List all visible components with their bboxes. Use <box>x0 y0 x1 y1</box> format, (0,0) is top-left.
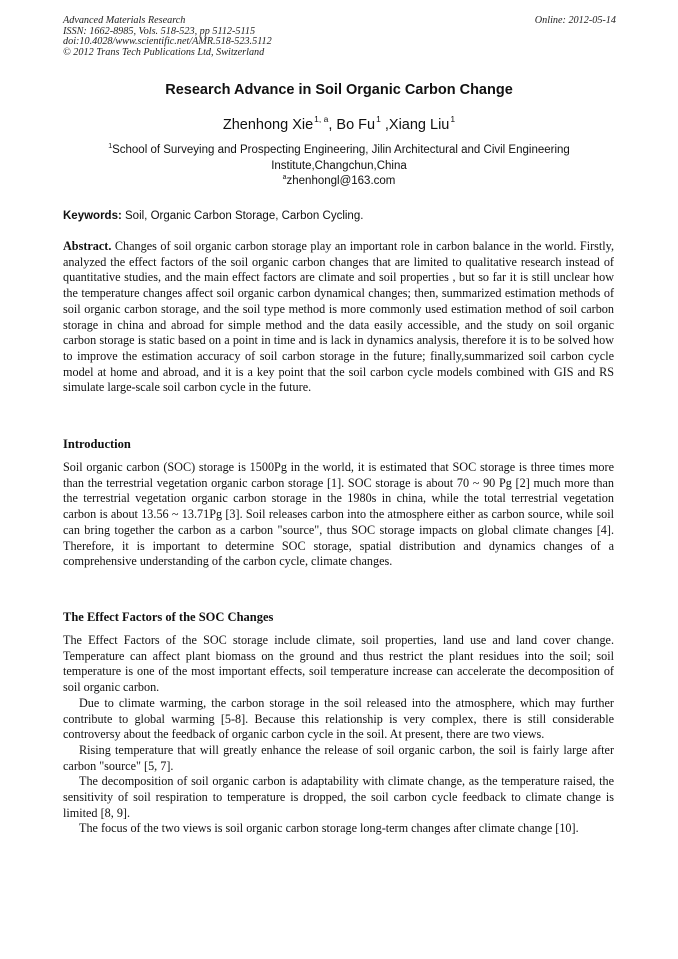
author-superscript: 1 <box>450 114 456 124</box>
author-superscript: 1, a <box>314 114 329 124</box>
email-superscript: a <box>282 174 287 181</box>
introduction-section <box>63 460 614 570</box>
affiliation-superscript: 1 <box>108 143 113 150</box>
author-superscript: 1 <box>376 114 381 124</box>
abstract-paragraph <box>63 239 614 396</box>
effect-paragraph: The focus of the two views is soil organic carbon storage long-term changes after climate change [10]. <box>79 821 579 836</box>
author-name: Zhenhong Xie <box>222 117 314 133</box>
doi-line: doi:10.4028/www.scientific.net/AMR.518-523.5112 <box>63 36 272 48</box>
abstract-label: Abstract. <box>63 239 112 253</box>
journal-name: Advanced Materials Research <box>63 15 186 26</box>
email-address: zhenhongl@163.com <box>286 175 396 187</box>
abstract-section <box>63 239 614 396</box>
effect-paragraph: The Effect Factors of the SOC storage include climate, soil properties, land use and land cover change. Temperature can affect plant biomass on the ground and thus restrict the plant residues into the soil; soil temperature is one of the most important effects, soil temperature increase can accelerate the decomposition of soil organic carbon. <box>63 633 614 695</box>
introduction-paragraph: Soil organic carbon (SOC) storage is 1500Pg in the world, it is estimated that SOC storage is three times more than the terrestrial vegetation organic carbon storage [1]. SOC storage is about 70 ~ 90 Pg [2] much more than the terrestrial vegetation organic carbon storage in the 1980s in china, while the total terrestrial vegetation carbon is about 13.56 ~ 13.71Pg [3]. Soil releases carbon into the atmosphere either as carbon source, while soil can bring together the carbon as a carbon "source", thus SOC storage impacts on global climate changes [4]. Therefore, it is important to determine SOC storage, spatial distribution and dynamics changes of a comprehensive understanding of the carbon cycle, climate changes. <box>63 460 614 569</box>
author-name: Xiang Liu <box>388 117 450 133</box>
effect-paragraph: The decomposition of soil organic carbon is adaptability with climate change, as the temperature raised, the sensitivity of soil respiration to temperature is dropped, the soil carbon cycle feedback to climate change is limited [8, 9]. <box>63 774 614 820</box>
keywords-label: Keywords: <box>63 210 122 222</box>
online-date: Online: 2012-05-14 <box>534 15 616 26</box>
author-list: Zhenhong Xie$^{1, a}$, Bo Fu$^1$ ,Xiang Liu$^1$ <box>222 114 456 133</box>
effect-paragraph: Due to climate warming, the carbon storage in the soil released into the atmosphere, which may further contribute to global warming [5-8]. Because this relationship is very complex, there is still considerable controversy about the feedback of organic carbon cycle in the soil. At present, there are two views. <box>63 695 614 742</box>
introduction-heading: Introduction <box>63 437 131 451</box>
affiliation-text: School of Surveying and Prospecting Engineering, Jilin Architectural and Civil Engineering Institute,Changchun,China <box>112 144 570 172</box>
effect-paragraph: Rising temperature that will greatly enhance the release of soil organic carbon, the soil is fairly large after carbon "source" [5, 7]. <box>63 742 614 773</box>
affiliation <box>80 139 598 174</box>
keywords-text: Soil, Organic Carbon Storage, Carbon Cycling. <box>125 210 364 222</box>
effect-factors-section <box>63 633 614 837</box>
issn-line: ISSN: 1662-8985, Vols. 518-523, pp 5112-5115 <box>63 25 256 37</box>
copyright-line: © 2012 Trans Tech Publications Ltd, Switzerland <box>63 46 265 58</box>
keywords-line <box>63 210 616 222</box>
author-email <box>0 174 678 187</box>
effect-factors-heading: The Effect Factors of the SOC Changes <box>63 610 274 624</box>
paper-title: Research Advance in Soil Organic Carbon Change <box>165 82 513 98</box>
journal-header <box>63 16 616 58</box>
abstract-text: Changes of soil organic carbon storage play an important role in carbon balance in the world. Firstly, analyzed the effect factors of the soil organic carbon changes that are limited to qualitative research instead of quantitative studies, and the main effect factors are climate and soil properties , but so far it is still unclear how the temperature changes affect soil organic carbon dynamical changes; then, summarized estimation methods of soil organic carbon storage, and the soil type method is more commonly used estimation method of soil carbon storage in china and abroad for simple method and the data easily accessible, and the study on soil organic carbon storage is static based on a point in time and is lack in dynamics analysis, therefore it is to be solved how to improve the estimation accuracy of soil carbon storage in the future; finally,summarized soil carbon cycle model at home and abroad, and it is a key point that the soil carbon cycle models combined with GIS and RS simulate large-scale soil carbon cycle in the future. <box>63 239 614 395</box>
author-name: Bo Fu <box>336 117 376 133</box>
